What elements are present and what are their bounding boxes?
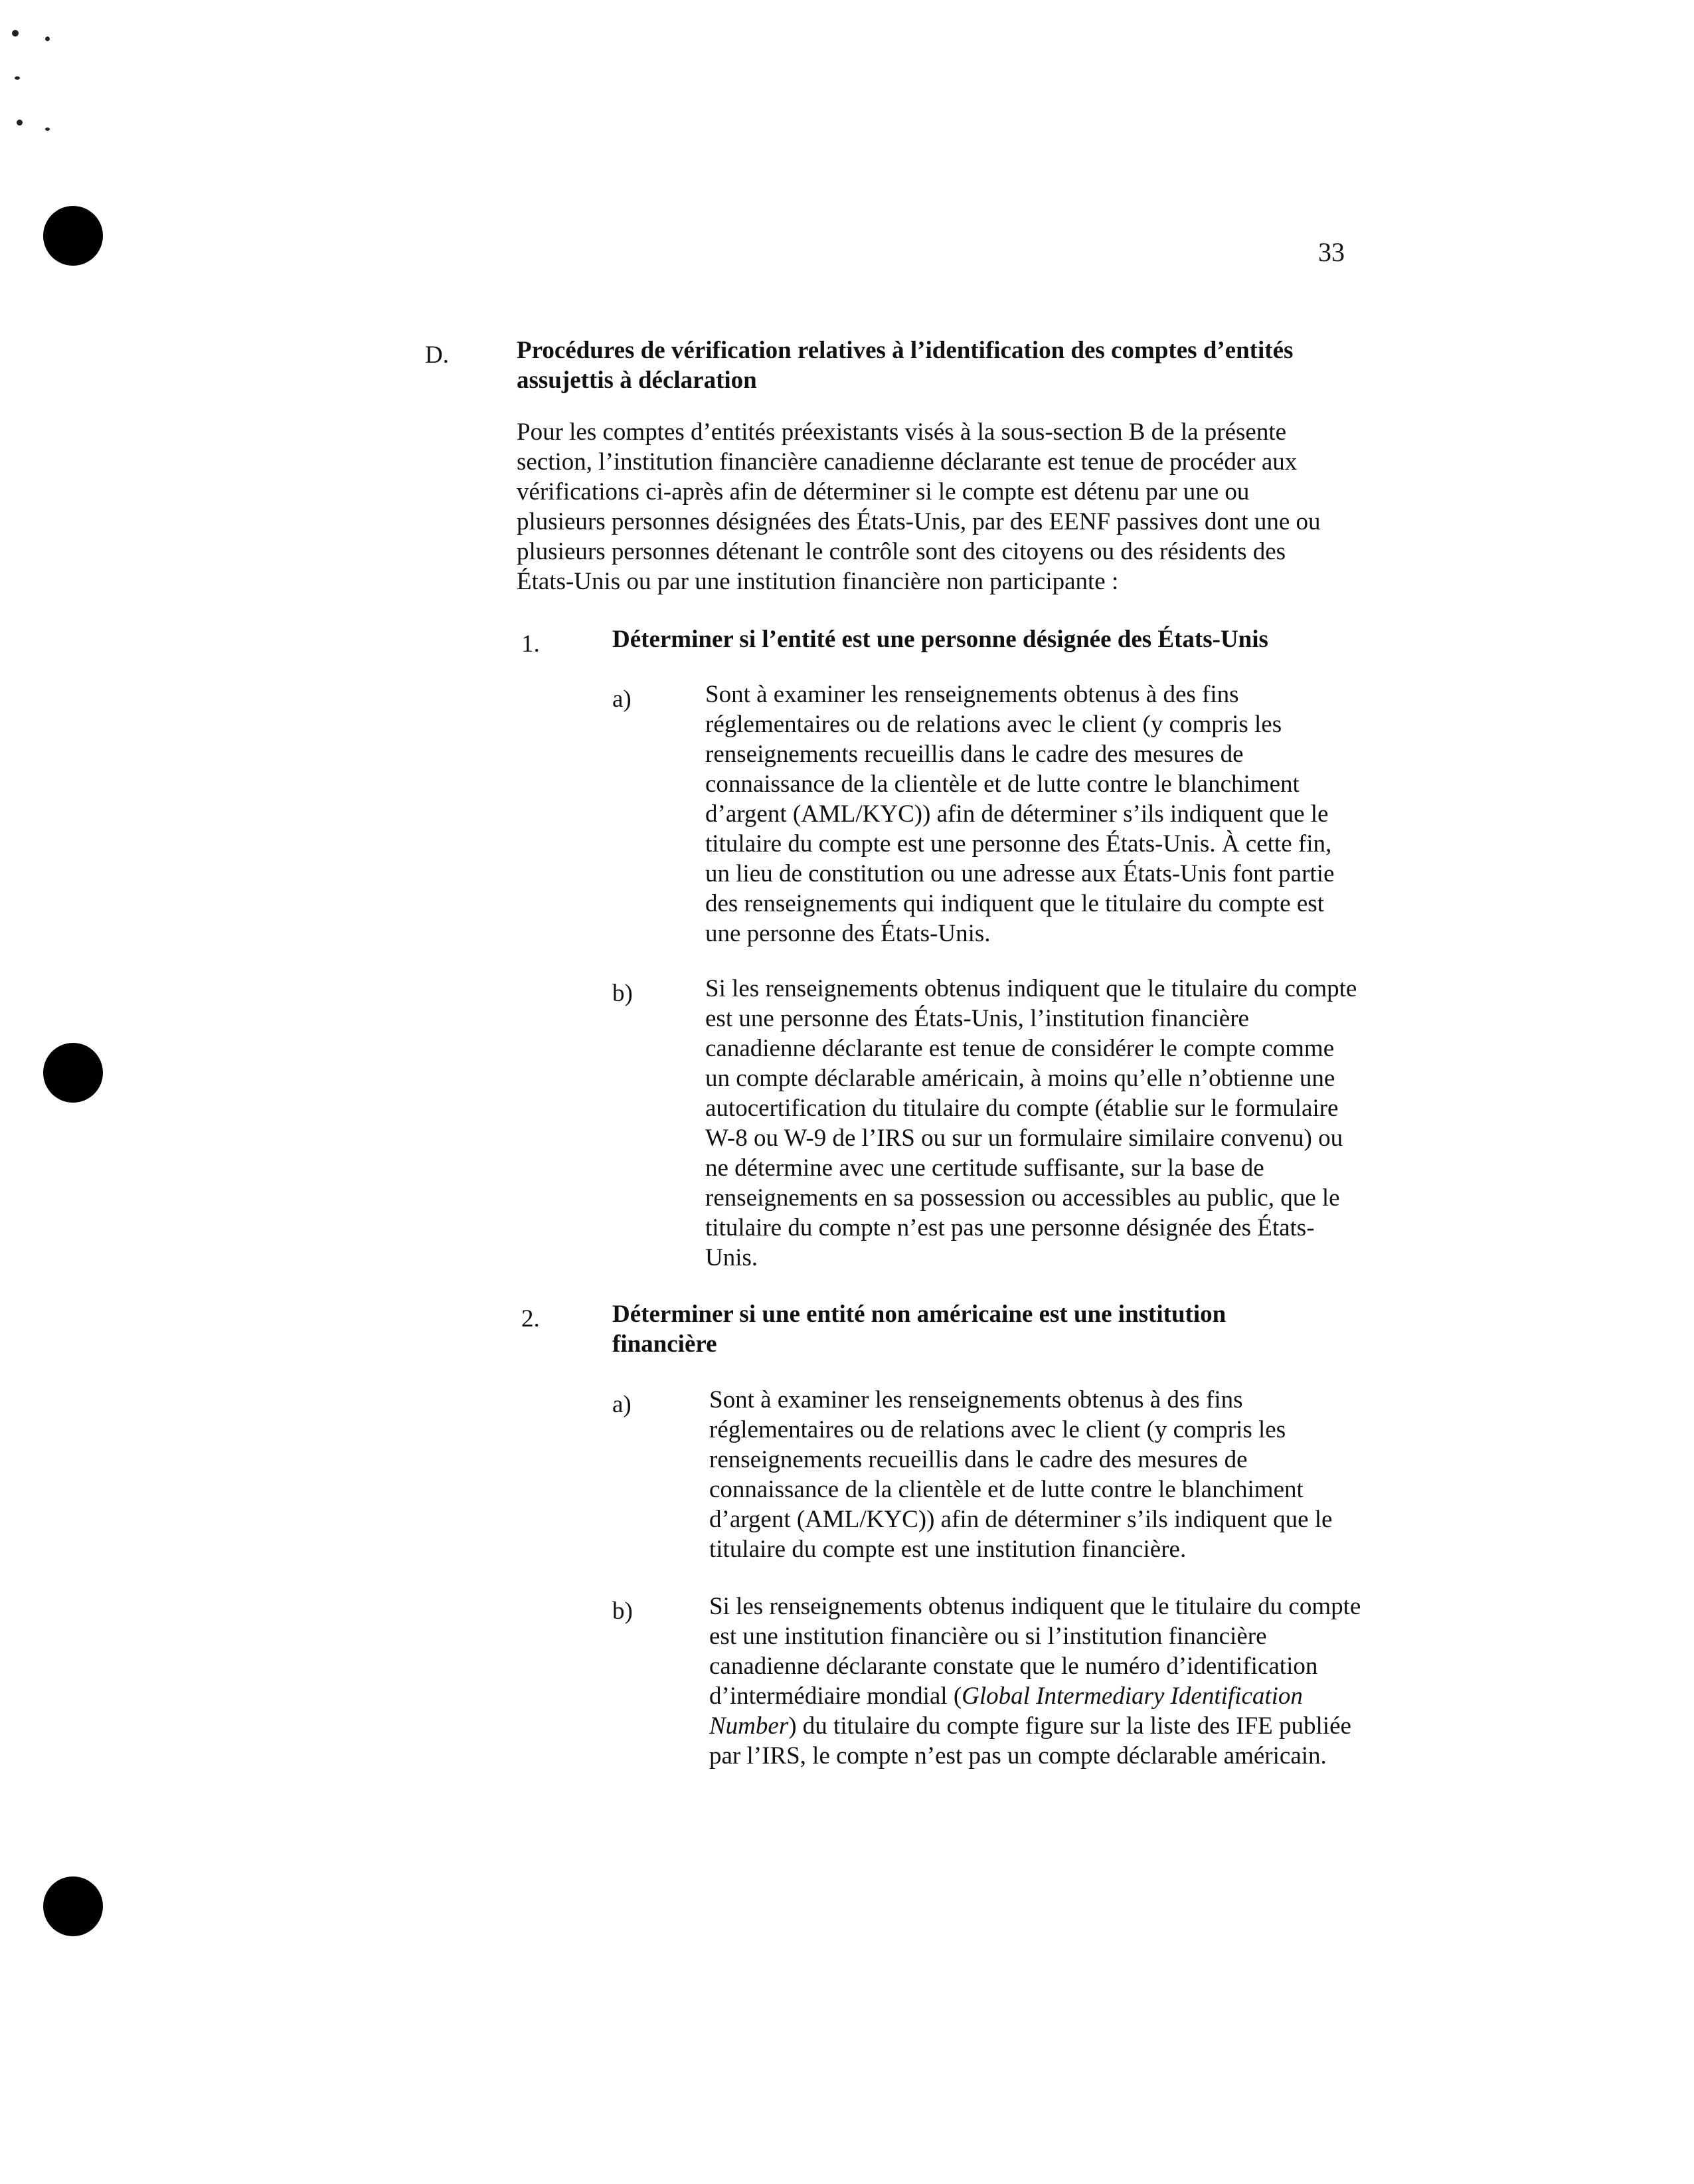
item-1a-marker: a) [612,685,632,713]
page-number: 33 [1318,237,1345,267]
item-2-heading: Déterminer si une entité non américaine est une institution financière [612,1301,1227,1358]
item-2b-marker: b) [612,1597,633,1625]
scan-speck [15,76,20,80]
scan-speck [17,120,23,126]
binder-hole-top [43,206,103,266]
scan-speck [45,128,50,131]
item-1-marker: 1. [521,630,540,658]
section-marker: D. [425,341,449,369]
binder-hole-bottom [43,1876,103,1936]
item-1-heading: Déterminer si l’entité est une personne désignée des États-Unis [612,626,1268,653]
item-2b-text-before: Si les renseignements obtenus indiquent que le titulaire du compte est une institution financière ou si l’institution financière canadienne déclarante constate que le numéro d’identification d’intermédiaire mondial ( [709,1593,1361,1710]
item-2-marker: 2. [521,1305,540,1332]
item-2b-text [709,1592,1367,1771]
item-2b-text-italic: Global Intermediary Identification Number [709,1683,1303,1740]
item-1b-text: Si les renseignements obtenus indiquent que le titulaire du compte est une personne des États-Unis, l’institution financière canadienne déclarante est tenue de considérer le compte comme un compte déclarable américain, à moins qu’elle n’obtienne une autocertification du titulaire du compte (établie sur le formulaire W-8 ou W-9 de l’IRS ou sur un formulaire similaire convenu) ou ne détermine avec une certitude suffisante, sur la base de renseignements en sa possession ou accessibles au public, que le titulaire du compte n’est pas une personne désignée des États-Unis. [705,975,1357,1271]
item-2a-marker: a) [612,1391,632,1418]
item-2a-text: Sont à examiner les renseignements obtenus à des fins réglementaires ou de relations avec le client (y compris les renseignements recueillis dans le cadre des mesures de connaissance de la clientèle et de lutte contre le blanchiment d’argent (AML/KYC)) afin de déterminer s’ils indiquent que le titulaire du compte est une institution financière. [709,1386,1333,1563]
section-title: Procédures de vérification relatives à l’identification des comptes d’entités assujettis à déclaration [517,337,1294,394]
scan-speck [45,37,50,41]
scan-speck [12,30,19,37]
item-2b-text-after: ) du titulaire du compte figure sur la liste des IFE publiée par l’IRS, le compte n’est pas un compte déclarable américain. [709,1712,1351,1770]
item-1b-marker: b) [612,980,633,1007]
item-1a-text: Sont à examiner les renseignements obtenus à des fins réglementaires ou de relations avec le client (y compris les renseignements recueillis dans le cadre des mesures de connaissance de la clientèle et de lutte contre le blanchiment d’argent (AML/KYC)) afin de déterminer s’ils indiquent que le titulaire du compte est une personne des États-Unis. À cette fin, un lieu de constitution ou une adresse aux États-Unis font partie des renseignements qui indiquent que le titulaire du compte est une personne des États-Unis. [705,681,1335,947]
binder-hole-middle [43,1043,103,1103]
section-intro: Pour les comptes d’entités préexistants visés à la sous-section B de la présente section, l’institution financière canadienne déclarante est tenue de procéder aux vérifications ci-après afin de déterminer si le compte est détenu par une ou plusieurs personnes désignées des États-Unis, par des EENF passives dont une ou plusieurs personnes détenant le contrôle sont des citoyens ou des résidents des États-Unis ou par une institution financière non participante : [517,418,1321,595]
